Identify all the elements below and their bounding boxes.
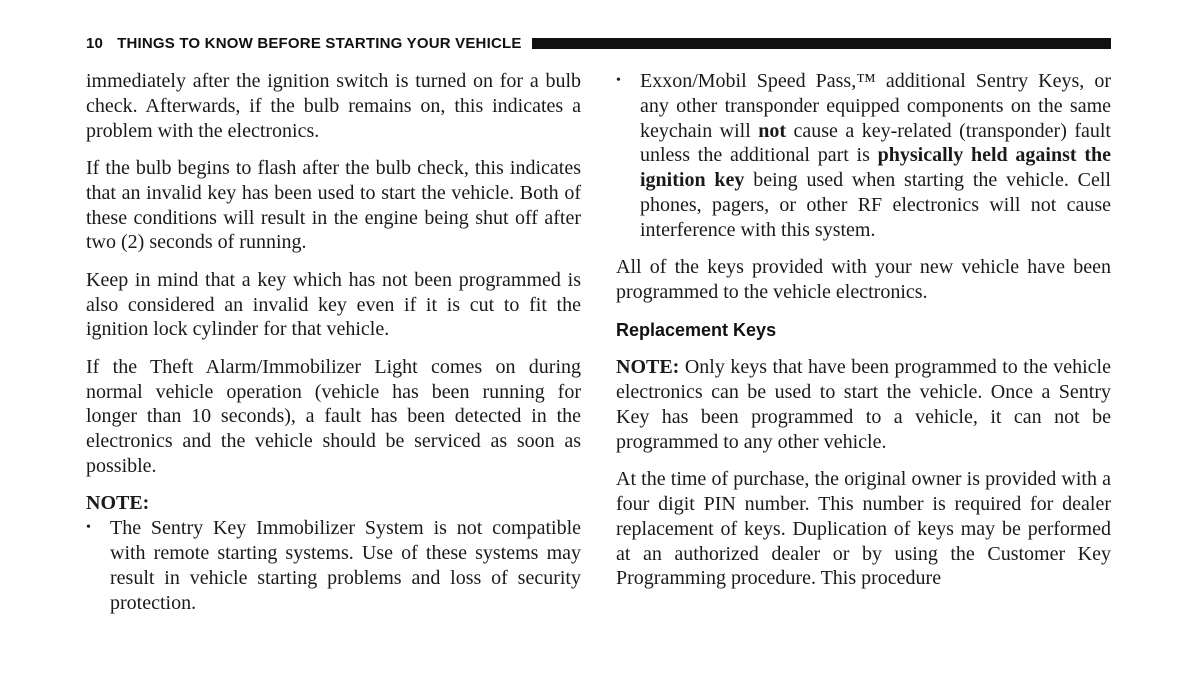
bold-physically-held: physically held against the ignition key xyxy=(640,144,1111,192)
bold-not: not xyxy=(758,119,787,142)
paragraph-pin-number: At the time of purchase, the original owner is provided with a four digit PIN number. This number is required for dealer replacement of keys. Duplication of keys may be performed at an authorized dealer or by using the Customer Key Programming procedure. This procedure xyxy=(616,468,1111,590)
paragraph-theft-alarm-light: If the Theft Alarm/Immobilizer Light comes on during normal vehicle operation (vehicle has been running for longer than 10 seconds), a fault has been detected in the electronics and the vehicle should be serviced as soon as possible. xyxy=(86,355,581,477)
paragraph-note-replacement xyxy=(616,355,1111,454)
running-header xyxy=(86,33,1111,53)
list-item-speed-pass xyxy=(616,69,1111,243)
header-rule xyxy=(532,38,1111,49)
bullet-icon: • xyxy=(86,520,91,536)
bullet-icon: • xyxy=(616,73,621,88)
note-heading: NOTE: xyxy=(86,492,150,515)
bullet-text-part: cause a key-related (transponder) fault unless the additional part is xyxy=(640,119,1111,167)
bullet-text: The Sentry Key Immobilizer System is not compatible with remote starting systems. Use of these systems may result in vehicle starting problems and loss of security protection. xyxy=(110,517,581,614)
right-column xyxy=(616,69,1111,604)
paragraph-invalid-key: Keep in mind that a key which has not been programmed is also considered an invalid key even if it is cut to fit the ignition lock cylinder for that vehicle. xyxy=(86,268,581,341)
list-item-remote-start xyxy=(86,516,581,615)
note-text: Only keys that have been programmed to the vehicle electronics can be used to start the vehicle. Once a Sentry Key has been programmed to a vehicle, it can not be programmed to any other vehicle. xyxy=(616,356,1111,453)
page-number: 10 xyxy=(86,34,104,52)
note-label: NOTE: xyxy=(616,356,680,379)
paragraph-keys-programmed: All of the keys provided with your new vehicle have been programmed to the vehicle electronics. xyxy=(616,256,1111,303)
left-column xyxy=(86,69,581,628)
chapter-title: THINGS TO KNOW BEFORE STARTING YOUR VEHICLE xyxy=(117,34,522,52)
bullet-text-part: Exxon/Mobil Speed Pass,™ additional Sentry Keys, or any other transponder equipped components on the same keychain will xyxy=(640,70,1111,142)
section-heading-replacement-keys: Replacement Keys xyxy=(616,320,777,341)
bullet-text-part: being used when starting the vehicle. Cell phones, pagers, or other RF electronics will not cause interference with this system. xyxy=(640,169,1111,241)
paragraph-bulb-flash: If the bulb begins to flash after the bulb check, this indicates that an invalid key has been used to start the vehicle. Both of these conditions will result in the engine being shut off after two (2) seconds of running. xyxy=(86,156,581,254)
paragraph-bulb-check: immediately after the ignition switch is turned on for a bulb check. Afterwards, if the bulb remains on, this indicates a problem with the electronics. xyxy=(86,70,581,142)
